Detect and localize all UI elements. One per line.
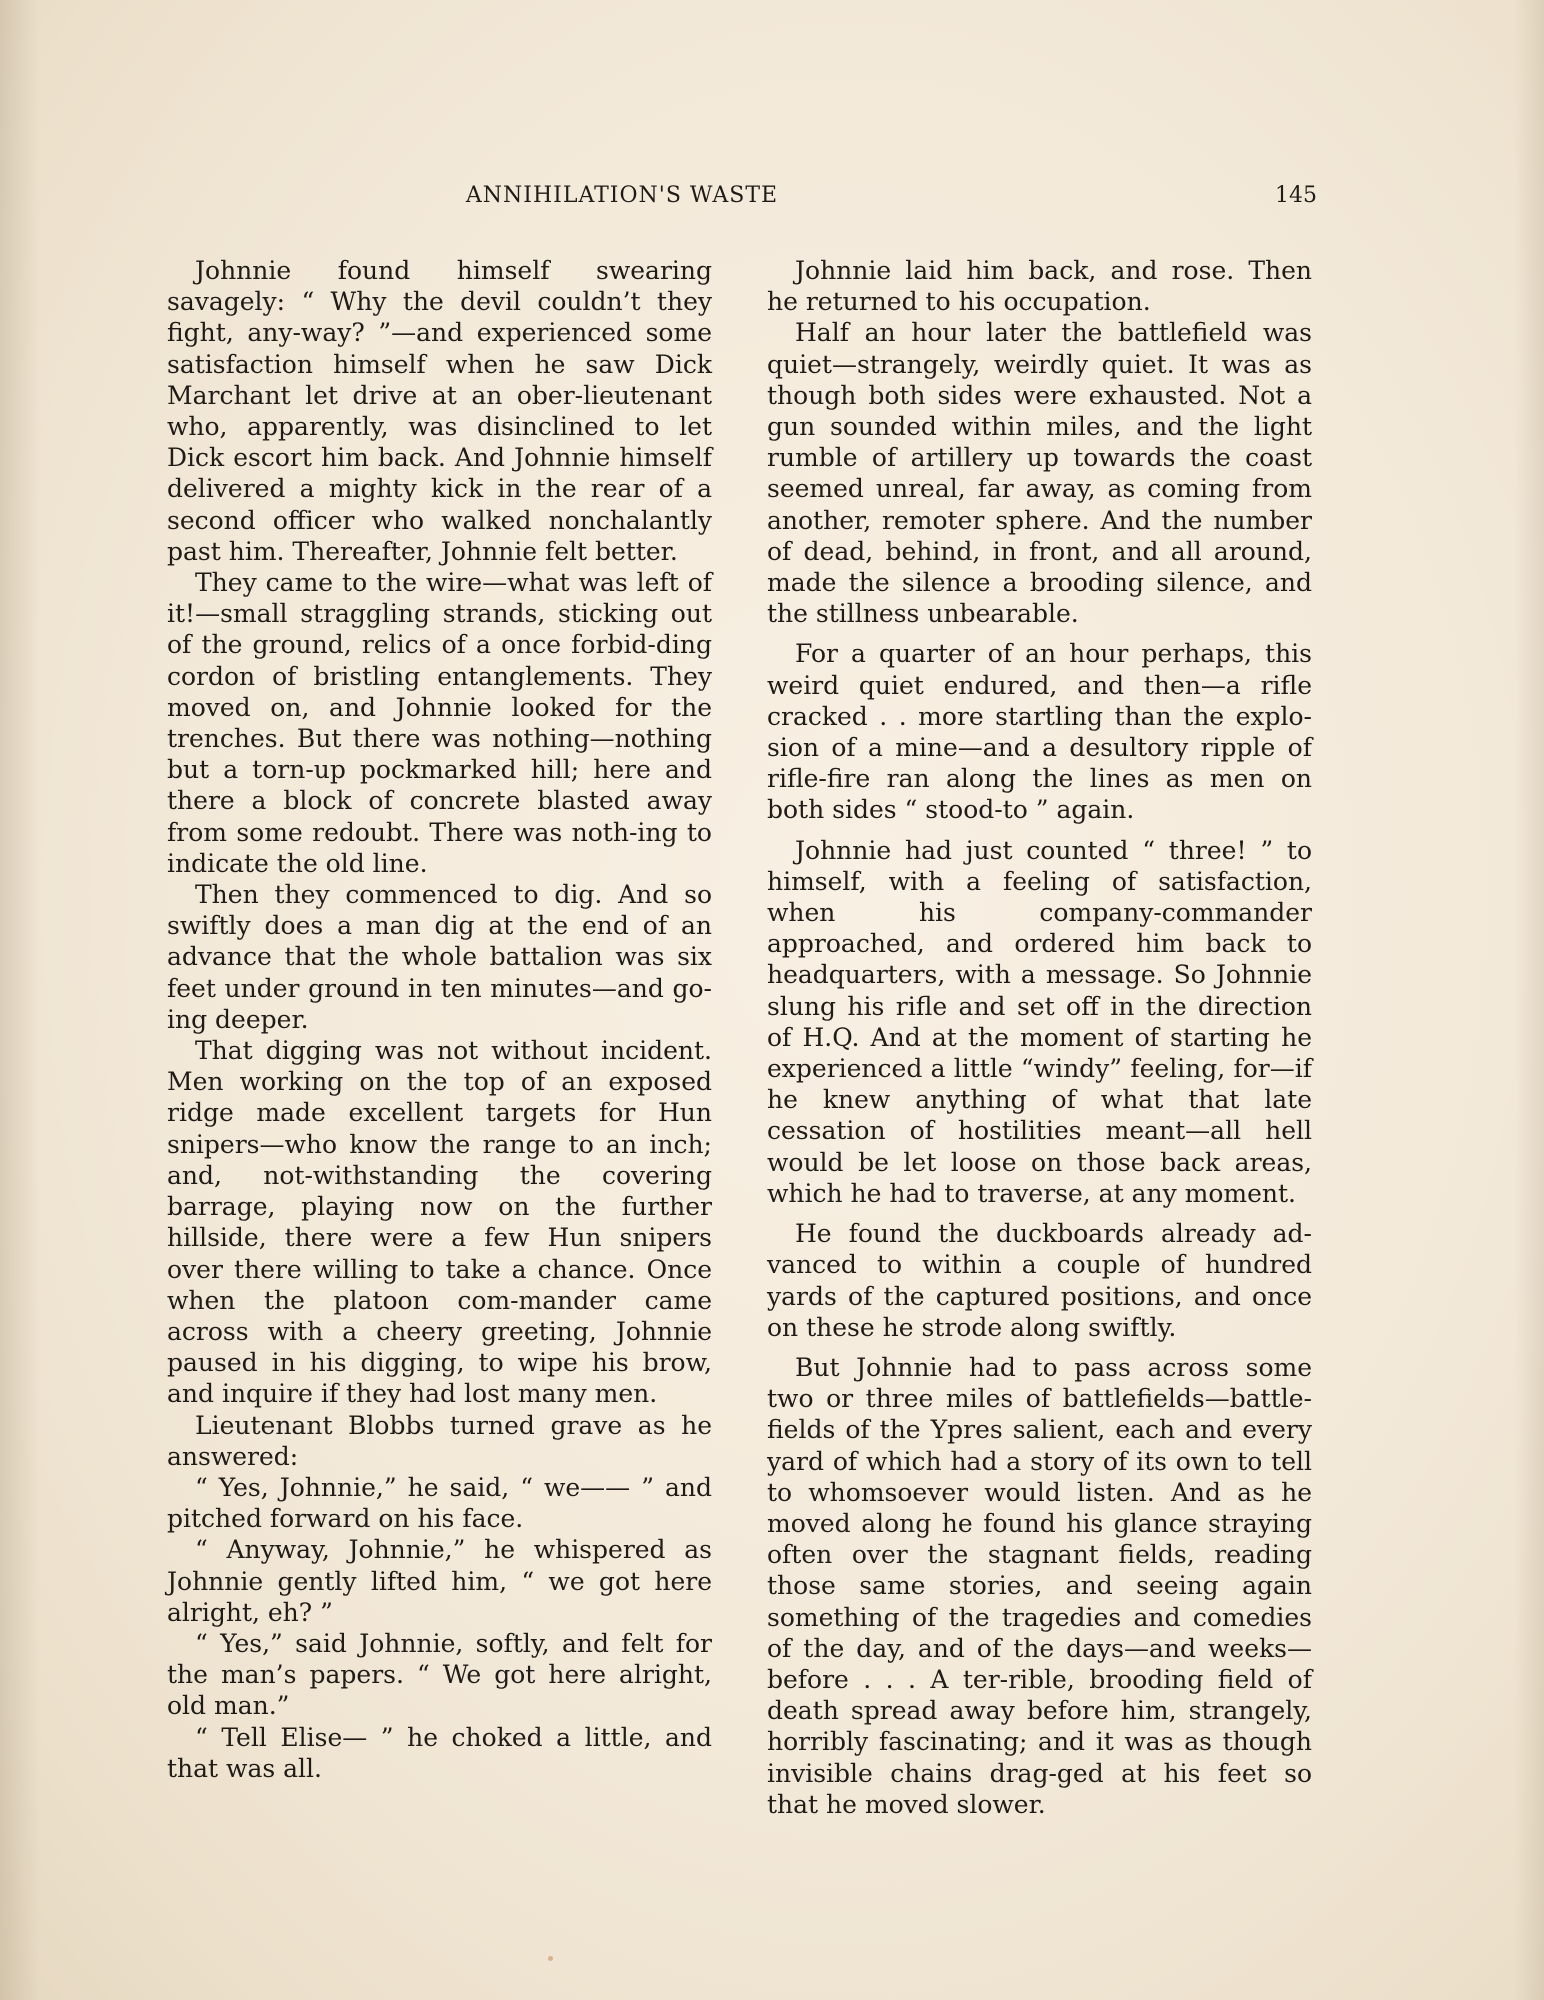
left-column [167, 255, 712, 1784]
paragraph: Johnnie laid him back, and rose. Then he returned to his occupation. [767, 256, 1312, 317]
paragraph: He found the duckboards already ad-vanced to within a couple of hundred yards of the captured positions, and once on these he strode along swiftly. [767, 1219, 1312, 1342]
paragraph: But Johnnie had to pass across some two or three miles of battlefields—battle-fields of the Ypres salient, each and every yard of which had a story of its own to tell to whomsoever would listen. And as he moved along he found his glance straying often over the stagnant fields, reading those same stories, and seeing again something of the tragedies and comedies of the day, and of the days—and weeks—before . . . A ter-rible, brooding field of death spread away before him, strangely, horribly fascinating; and it was as though invisible chains drag-ged at his feet so that he moved slower. [767, 1352, 1312, 1819]
paragraph: “ Anyway, Johnnie,” he whispered as Johnnie gently lifted him, “ we got here alright, eh? ” [167, 1535, 712, 1627]
paragraph: For a quarter of an hour perhaps, this weird quiet endured, and then—a rifle cracked . . more startling than the explo-sion of a mine—and a desultory ripple of rifle-fire ran along the lines as men on both sides “ stood-to ” again. [767, 639, 1312, 825]
running-head [167, 183, 1317, 213]
paragraph: Then they commenced to dig. And so swiftly does a man dig at the end of an advance that the whole battalion was six feet under ground in ten minutes—and go-ing deeper. [167, 880, 712, 1034]
paragraph: They came to the wire—what was left of it!—small straggling strands, sticking out of the ground, relics of a once forbid-ding cordon of bristling entanglements. They moved on, and Johnnie looked for the trenches. But there was nothing—nothing but a torn-up pockmarked hill; here and there a block of concrete blasted away from some redoubt. There was noth-ing to indicate the old line. [167, 568, 712, 878]
paragraph: “ Tell Elise— ” he choked a little, and that was all. [167, 1722, 712, 1783]
running-title: ANNIHILATION'S WASTE [465, 183, 779, 208]
paragraph: “ Yes, Johnnie,” he said, “ we—— ” and pitched forward on his face. [167, 1472, 712, 1534]
paper-speck [548, 1956, 553, 1961]
right-column [767, 255, 1312, 1829]
paragraph: That digging was not without incident. Men working on the top of an exposed ridge made excellent targets for Hun snipers—who know the range to an inch; and, not-withstanding the covering barrage, playing now on the further hillside, there were a few Hun snipers over there willing to take a chance. Once when the platoon com-mander came across with a cheery greeting, Johnnie paused in his digging, to wipe his brow, and inquire if they had lost many men. [167, 1036, 712, 1409]
paragraph: “ Yes,” said Johnnie, softly, and felt for the man’s papers. “ We got here alright, old man.” [167, 1628, 712, 1721]
paragraph: Johnnie had just counted “ three! ” to himself, with a feeling of satisfaction, when his company-commander approached, and ordered him back to headquarters, with a message. So Johnnie slung his rifle and set off in the direction of H.Q. And at the moment of starting he experienced a little “windy” feeling, for—if he knew anything of what that late cessation of hostilities meant—all hell would be let loose on those back areas, which he had to traverse, at any moment. [767, 835, 1312, 1208]
paragraph: Johnnie found himself swearing savagely: “ Why the devil couldn’t they fight, any-way? ”—and experienced some satisfaction himself when he saw Dick Marchant let drive at an ober-lieutenant who, apparently, was disinclined to let Dick escort him back. And Johnnie himself delivered a mighty kick in the rear of a second officer who walked nonchalantly past him. Thereafter, Johnnie felt better. [167, 256, 712, 566]
paragraph: Lieutenant Blobbs turned grave as he answered: [167, 1410, 712, 1471]
paragraph: Half an hour later the battlefield was quiet—strangely, weirdly quiet. It was as though both sides were exhausted. Not a gun sounded within miles, and the light rumble of artillery up towards the coast seemed unreal, far away, as coming from another, remoter sphere. And the number of dead, behind, in front, and all around, made the silence a brooding silence, and the stillness unbearable. [767, 318, 1312, 629]
page-number: 145 [1275, 183, 1317, 208]
